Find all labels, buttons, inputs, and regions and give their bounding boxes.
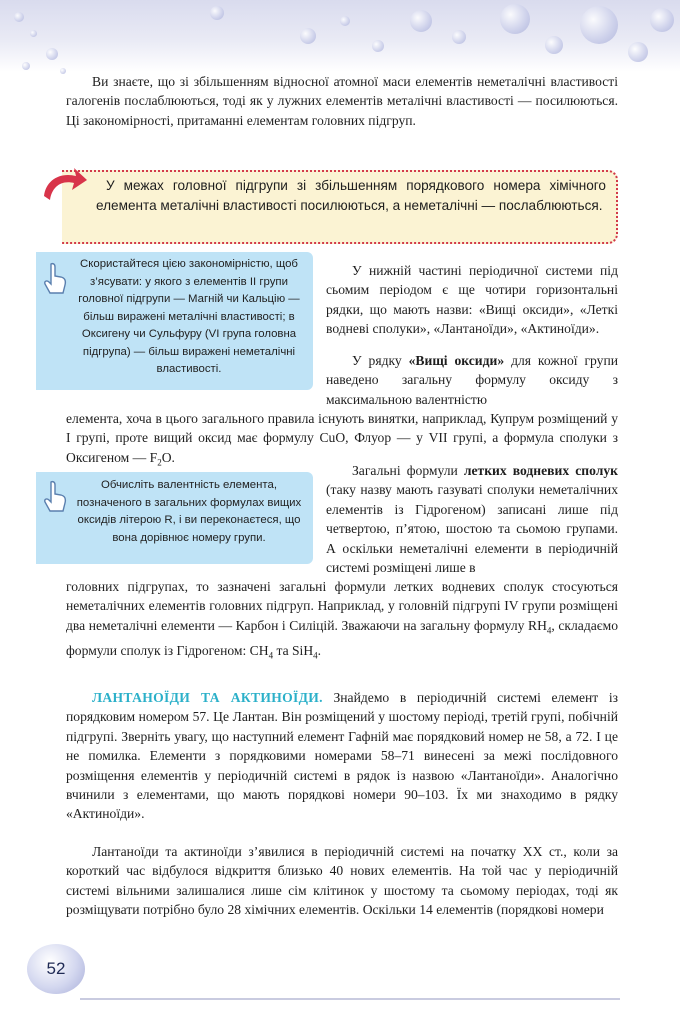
oxides-column-text: для кожної групи наведено загальну формулу оксиду з максимальною валентністю: [326, 353, 618, 407]
volatile-column-text: (таку назву мають газуваті сполуки неметалічних елементів із Гідрогеном) записані лише під четвертою, п’ятою, шостою та сьомою групами. А оскільки неметалічні елементи в періодичній системі розміщені лише в: [326, 482, 618, 576]
pointing-hand-icon: [42, 480, 68, 514]
volatile-full-text: головних підгрупах, то зазначені загальні формули летких водневих сполук стосуються неметалічних елементів головних підгруп. Наприклад, у головній підгрупі IV групи розміщені два неметалічні елементи — Карбон і Силіцій. Зважаючи на загальну формулу RH: [66, 579, 618, 633]
bubble-decoration: [410, 10, 432, 32]
lanthanides-paragraph: [66, 688, 618, 824]
bubble-decoration: [14, 12, 24, 22]
formula-subscript: 4: [313, 650, 318, 661]
formula-subscript: 2: [157, 457, 162, 468]
formula-subscript: 4: [268, 650, 274, 661]
arrow-icon: [40, 166, 88, 210]
oxides-full-text: елемента, хоча в цього загального правила існують винятки, наприклад, Купрум розміщений у І групі, проте вищий оксид має формулу CuO, Флуор — у VII групі, а формула сполуки з Оксигеном — F: [66, 411, 618, 465]
lanthanides-text: Знайдемо в періодичній системі елемент із порядковим номером 57. Це Лантан. Він розміщений у шостому періоді, третій групі, побічній підгрупі. Зверніть увагу, що наступний елемент Гафній має порядковий номер не 58, а 72. І це не помилка. Елементи з порядковими номерами 58–71 винесені за межі послідовного розміщення елементів у періодичній системі в рядок із назвою «Лантаноїди». Аналогічно вчинили з елементами, що мають порядкові номери 90–103. Їх ми знаходимо в рядку «Актиноїди».: [66, 690, 618, 822]
section-heading: ЛАНТАНОЇДИ ТА АКТИНОЇДИ.: [92, 690, 323, 705]
volatile-pre: Загальні формули: [352, 463, 464, 478]
bubble-decoration: [30, 30, 37, 37]
page-number: 52: [27, 944, 85, 994]
bubble-decoration: [46, 48, 58, 60]
formula-subscript: 4: [546, 625, 552, 636]
rows-paragraph: У нижній частині періодичної системи під сьомим періодом є ще чотири горизонтальні рядки, що мають назви: «Вищі оксиди», «Леткі водневі сполуки», «Лантаноїди», «Актиноїди».: [326, 263, 618, 337]
final-paragraph: Лантаноїди та актиноїди з’явилися в періодичній системі на початку XX ст., коли за короткий час відбулося відкриття близько 40 нових елементів. На той час у періодичній системі вільними залишалися лише сім клітинок у шостому та сьомому періодах, тоді як розміщувати потрібно було 28 хімічних елементів. Оскільки 14 елементів (порядкові номери: [66, 844, 618, 918]
bubble-decoration: [452, 30, 466, 44]
rule-text: У межах головної підгрупи зі збільшенням порядкового номера хімічного елемента металічні властивості посилюються, а неметалічні — послаблюються.: [96, 178, 606, 213]
oxides-paragraph-start: [326, 351, 618, 409]
volatile-bold-term: летких водневих сполук: [463, 463, 618, 478]
oxides-bold-term: «Вищі оксиди»: [408, 353, 505, 368]
oxides-pre: У рядку: [352, 353, 409, 368]
bubble-decoration: [340, 16, 350, 26]
volatile-paragraph-cont: [66, 577, 618, 666]
intro-paragraph: Ви знаєте, що зі збільшенням відносної атомної маси елементів неметалічні властивості галогенів послаблюються, тоді як у лужних елементів металічні властивості — посилюються. Ці закономірності, притаманні елементам головних підгруп.: [66, 74, 618, 128]
bubble-decoration: [628, 42, 648, 62]
bubble-decoration: [580, 6, 618, 44]
volatile-and: та SiH: [273, 642, 314, 658]
hint-text-2: Обчисліть валентність елемента, позначеного в загальних формулах вищих оксидів літерою R, і ви переконаєтеся, що вона дорівнює номеру групи.: [76, 479, 302, 544]
oxides-end: O.: [161, 449, 175, 465]
bubble-decoration: [210, 6, 224, 20]
volatile-paragraph-start: [326, 461, 618, 577]
bubble-decoration: [22, 62, 30, 70]
pointing-hand-icon: [42, 262, 68, 296]
bubble-decoration: [300, 28, 316, 44]
hint-text-1: Скористайтеся цією закономірністю, щоб з’ясувати: у якого з елементів ІІ групи головної підгрупи — Магній чи Кальцію — більш виражені металічні властивості; в Оксигену чи Сульфуру (VI група головна підгрупа) — більш виражені неметалічні властивості.: [78, 258, 300, 375]
header-decoration: [0, 0, 680, 72]
footer-divider: [80, 998, 620, 1000]
bubble-decoration: [372, 40, 384, 52]
bubble-decoration: [545, 36, 563, 54]
volatile-tail: , складаємо формули сполук із Гідрогеном: CH: [66, 617, 619, 658]
bubble-decoration: [500, 4, 530, 34]
volatile-dot: .: [317, 642, 322, 658]
bubble-decoration: [650, 8, 674, 32]
